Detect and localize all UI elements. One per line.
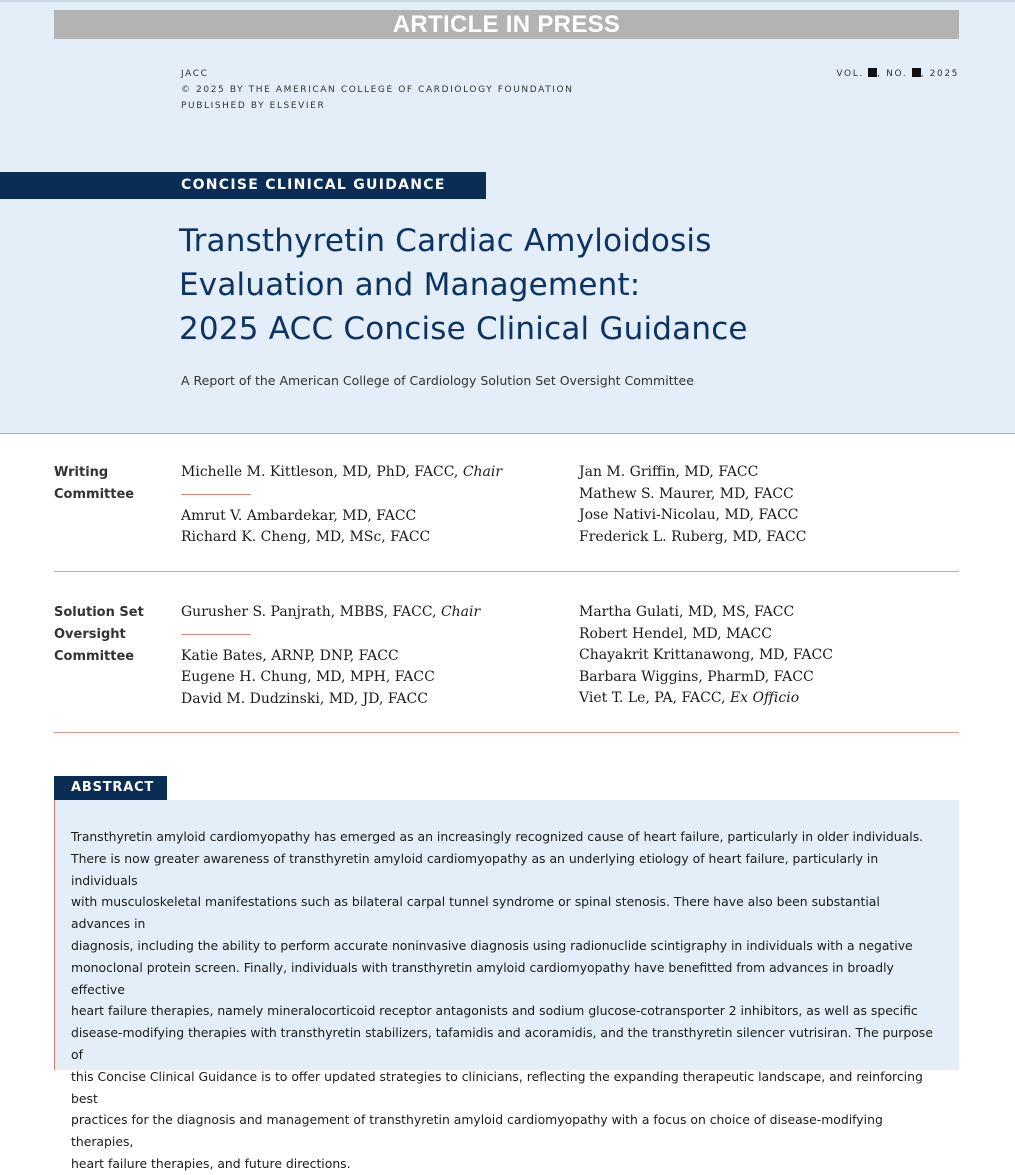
journal-name: JACC xyxy=(181,69,209,79)
oversight-committee-label: Solution Set Oversight Committee xyxy=(54,605,144,664)
issue-placeholder-square xyxy=(912,68,921,77)
article-subtitle: A Report of the American College of Cardiology Solution Set Oversight Committee xyxy=(181,373,694,388)
writing-committee-left xyxy=(181,462,502,549)
abstract-line: heart failure therapies, namely mineralocorticoid receptor antagonists and sodium glucose-cotransporter 2 inhibitors, as well as specific xyxy=(71,1003,918,1019)
abstract-line: There is now greater awareness of transthyretin amyloid cardiomyopathy as an underlying etiology of heart failure, particularly in individuals xyxy=(71,850,879,888)
title-line: 2025 ACC Concise Clinical Guidance xyxy=(179,311,748,347)
title-line: Evaluation and Management: xyxy=(179,267,641,303)
committee-member: Martha Gulati, MD, MS, FACC xyxy=(579,604,795,620)
abstract-line: heart failure therapies, and future directions. xyxy=(71,1155,351,1171)
chair-divider xyxy=(181,634,251,635)
committee-member: Richard K. Cheng, MD, MSc, FACC xyxy=(181,529,431,545)
copyright: © 2025 BY THE AMERICAN COLLEGE OF CARDIOLOGY FOUNDATION xyxy=(181,85,574,95)
committee-member: Barbara Wiggins, PharmD, FACC xyxy=(579,668,814,685)
volume-info xyxy=(836,66,959,82)
category-label: CONCISE CLINICAL GUIDANCE xyxy=(181,177,446,193)
header-band xyxy=(0,0,1015,433)
committee-member: Chayakrit Krittanawong, MD, FACC xyxy=(579,647,833,663)
vol-label: VOL. xyxy=(836,69,864,79)
volume-placeholder-square xyxy=(868,68,877,77)
title-line: Transthyretin Cardiac Amyloidosis xyxy=(179,223,712,259)
committee-member: Eugene H. Chung, MD, MPH, FACC xyxy=(181,669,435,685)
abstract-line: with musculoskeletal manifestations such as bilateral carpal tunnel syndrome or spinal stenosis. There have also been substantial advances in xyxy=(71,894,880,932)
committee-divider xyxy=(54,571,959,572)
chair-divider xyxy=(181,494,251,495)
oversight-chair: Gurusher S. Panjrath, MBBS, FACC, Chair xyxy=(181,604,481,620)
year-label: , 2025 xyxy=(920,69,959,79)
publisher: PUBLISHED BY ELSEVIER xyxy=(181,101,326,111)
abstract-label: ABSTRACT xyxy=(54,776,167,800)
writing-committee-label: Writing Committee xyxy=(54,465,135,502)
committee-member: Robert Hendel, MD, MACC xyxy=(579,625,772,642)
article-in-press-banner: ARTICLE IN PRESS xyxy=(54,10,959,39)
oversight-committee-right xyxy=(579,602,833,710)
writing-chair: Michelle M. Kittleson, MD, PhD, FACC, Chair xyxy=(181,464,503,480)
committee-member: Mathew S. Maurer, MD, FACC xyxy=(579,485,794,502)
committee-member: Jan M. Griffin, MD, FACC xyxy=(579,464,759,480)
abstract-line: disease-modifying therapies with transthyretin stabilizers, tafamidis and acoramidis, and the transthyretin silencer vutrisiran. The purpose of xyxy=(71,1025,933,1062)
journal-meta xyxy=(181,66,574,114)
abstract-line: diagnosis, including the ability to perform accurate noninvasive diagnosis using radionuclide scintigraphy in individuals with a negative xyxy=(71,937,913,953)
committee-member: Amrut V. Ambardekar, MD, FACC xyxy=(181,507,417,524)
committee-member: Frederick L. Ruberg, MD, FACC xyxy=(579,528,807,545)
ex-officio-member: Viet T. Le, PA, FACC, Ex Officio xyxy=(579,690,800,706)
no-label: , NO. xyxy=(877,69,908,79)
abstract-text xyxy=(71,826,941,1175)
writing-committee-right xyxy=(579,462,806,548)
abstract-line: practices for the diagnosis and management of transthyretin amyloid cardiomyopathy with a focus on choice of disease-modifying therapies, xyxy=(71,1112,883,1150)
oversight-committee-left xyxy=(181,602,480,710)
abstract-line: Transthyretin amyloid cardiomyopathy has emerged as an increasingly recognized cause of heart failure, particularly in older individuals. xyxy=(71,829,924,844)
header-divider xyxy=(0,433,1015,434)
committee-member: Jose Nativi-Nicolau, MD, FACC xyxy=(579,507,799,523)
committee-member: David M. Dudzinski, MD, JD, FACC xyxy=(181,690,428,707)
committee-member: Katie Bates, ARNP, DNP, FACC xyxy=(181,647,399,664)
abstract-line: monoclonal protein screen. Finally, individuals with transthyretin amyloid cardiomyopathy have benefitted from advances in broadly effective xyxy=(71,959,894,997)
abstract-line: this Concise Clinical Guidance is to offer updated strategies to clinicians, reflecting the expanding therapeutic landscape, and reinforcing best xyxy=(71,1068,923,1106)
committee-bottom-divider xyxy=(54,732,959,733)
article-title xyxy=(179,219,959,351)
